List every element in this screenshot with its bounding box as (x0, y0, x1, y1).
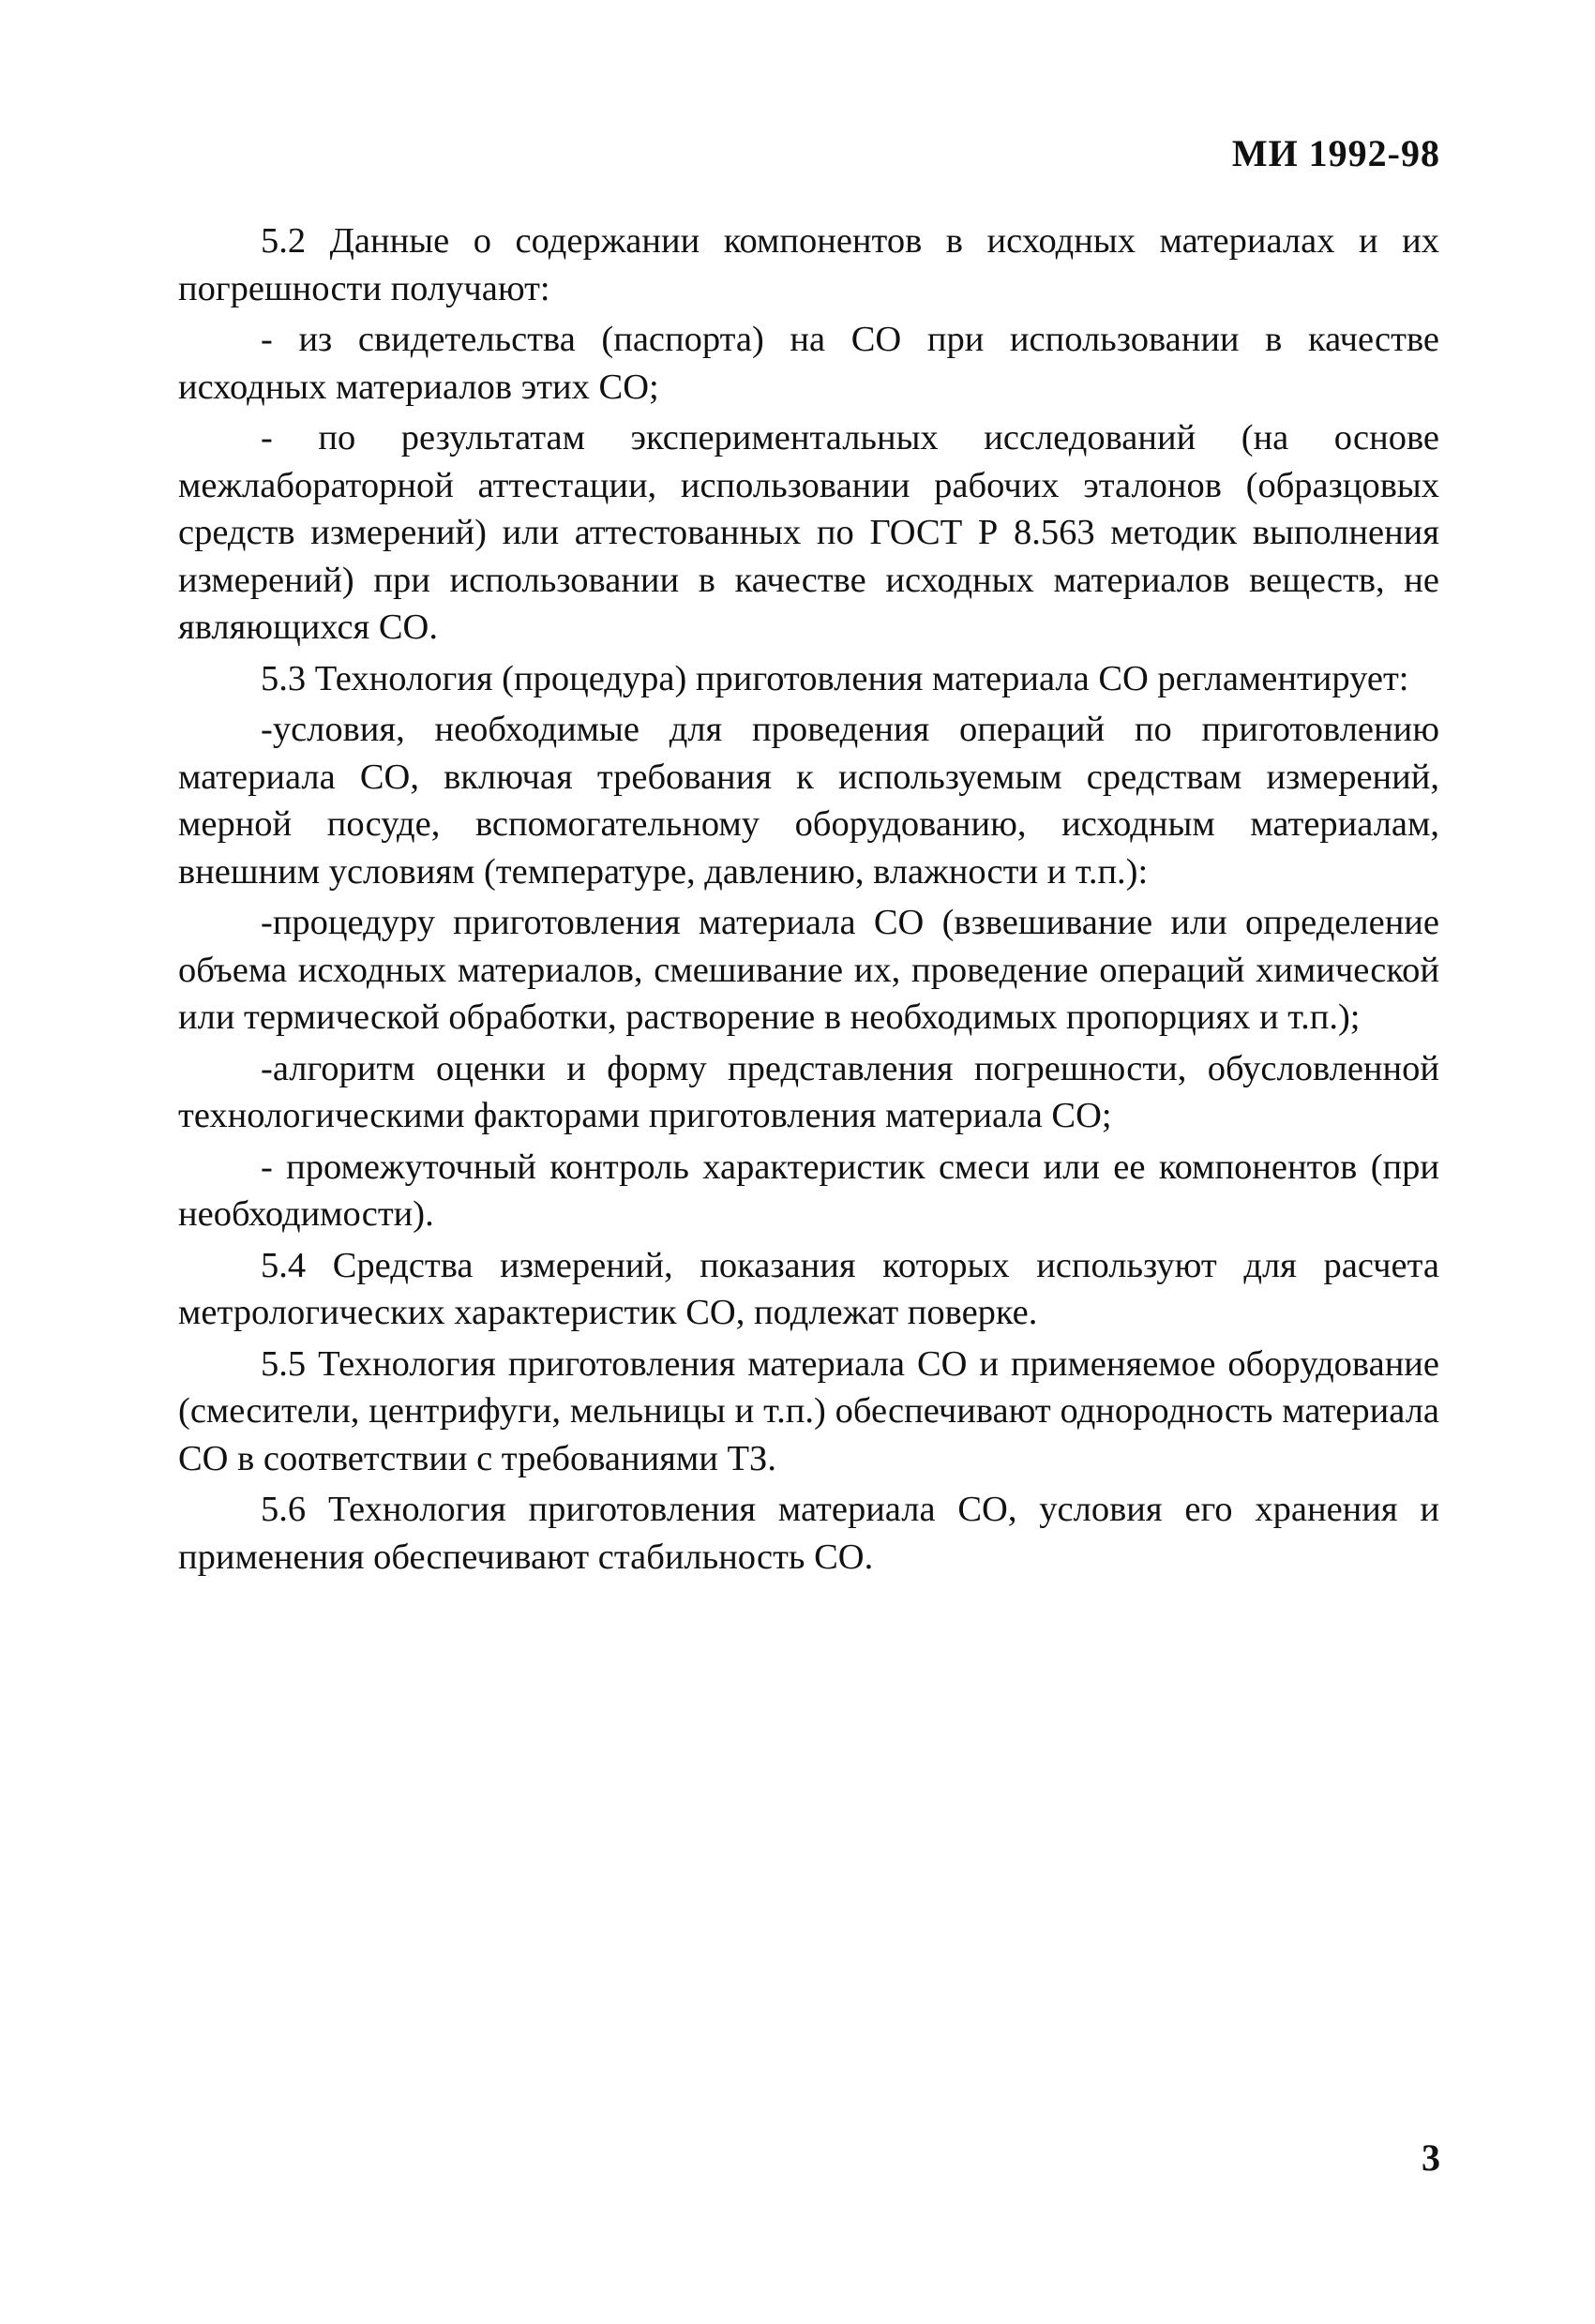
paragraph-5-6: 5.6 Технология приготовления материала СО, условия его хранения и применения обеспечивают стабильность СО. (178, 1490, 1439, 1577)
document-code: МИ 1992-98 (1231, 132, 1440, 174)
body-text (178, 217, 1439, 1581)
list-item-conditions: -условия, необходимые для проведения операций по приготовлению материала СО, включая требования к используемым средствам измерений, мерной посуде, вспомогательному оборудованию, исходным материалам, внешним условиям (температуре, давлению, влажности и т.п.): (178, 710, 1439, 892)
paragraph-5-4: 5.4 Средства измерений, показания которых используют для расчета метрологических характеристик СО, подлежат поверке. (178, 1245, 1439, 1332)
list-item-experimental: - по результатам экспериментальных исследований (на основе межлабораторной аттестации, использовании рабочих эталонов (образцовых средств измерений) или аттестованных по ГОСТ Р 8.563 методик выполнения измерений) при использовании в качестве исходных материалов веществ, не являющихся СО. (178, 418, 1439, 647)
paragraph-5-2: 5.2 Данные о содержании компонентов в исходных материалах и их погрешности получают: (178, 221, 1439, 308)
list-item-certificate: - из свидетельства (паспорта) на СО при использовании в качестве исходных материалов этих СО; (178, 320, 1439, 407)
list-item-procedure: -процедуру приготовления материала СО (взвешивание или определение объема исходных материалов, смешивание их, проведение операций химической или термической обработки, растворение в необходимых пропорциях и т.п.); (178, 903, 1439, 1037)
list-item-intermediate-control: - промежуточный контроль характеристик смеси или ее компонентов (при необходимости). (178, 1147, 1439, 1234)
paragraph-5-5: 5.5 Технология приготовления материала СО и применяемое оборудование (смесители, центрифуги, мельницы и т.п.) обеспечивают однородность материала СО в соответствии с требованиями ТЗ. (178, 1343, 1439, 1478)
paragraph-5-3: 5.3 Технология (процедура) приготовления материала СО регламентирует: (261, 658, 1409, 698)
page-number: 3 (1422, 2137, 1440, 2179)
list-item-algorithm: -алгоритм оценки и форму представления погрешности, обусловленной технологическими факторами приготовления материала СО; (178, 1048, 1439, 1135)
